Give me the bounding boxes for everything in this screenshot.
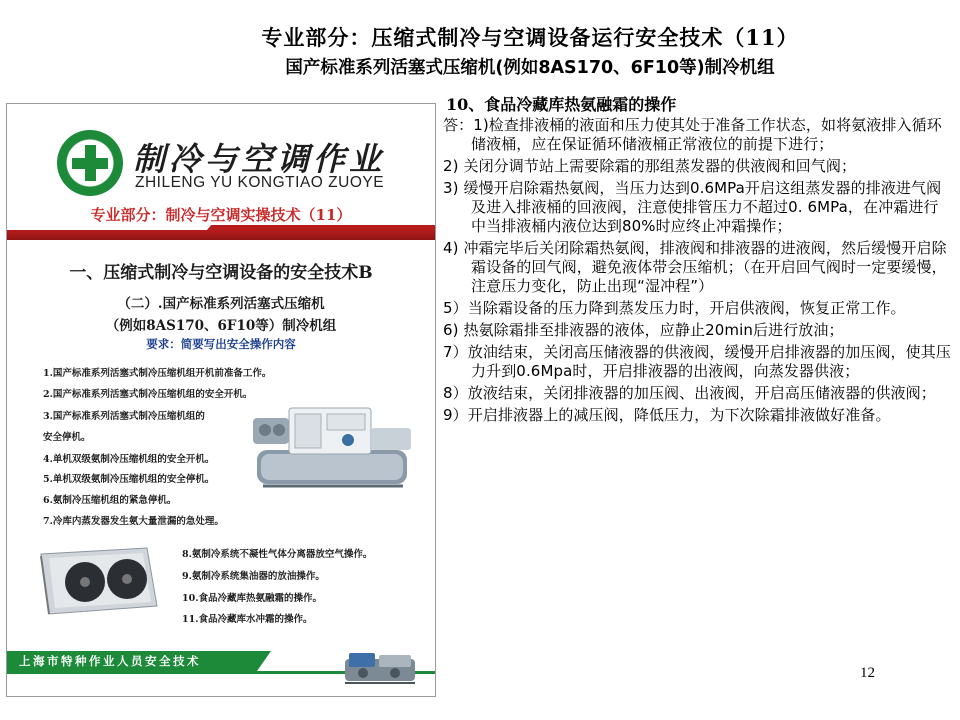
brand-pinyin: ZHILENG YU KONGTIAO ZUOYE: [135, 174, 385, 191]
slide-subtitle: 国产标准系列活塞式压缩机(例如8AS170、6F10等)制冷机组: [285, 58, 775, 78]
answer-step: 6) 热氨除霜排至排液器的液体，应静止20min后进行放油；: [443, 321, 844, 339]
card-requirement: 要求：简要写出安全操作内容: [146, 337, 296, 351]
op-item: 11.食品冷藏库水冲霜的操作。: [182, 614, 313, 625]
op-item: 2.国产标准系列活塞式制冷压缩机组的安全开机。: [43, 389, 253, 400]
question-title: 10、食品冷藏库热氨融霜的操作: [446, 95, 677, 114]
course-cover-card: [6, 103, 436, 697]
answer-step: 2) 关闭分调节站上需要除霜的那组蒸发器的供液阀和回气阀；: [443, 157, 857, 175]
brand-title: 制冷与空调作业: [133, 140, 386, 178]
answer-step: 9）开启排液器上的减压阀，降低压力，为下次除霜排液做好准备。: [443, 406, 891, 424]
air-cooler-image: [35, 544, 161, 618]
slide-title: 专业部分：压缩式制冷与空调设备运行安全技术（11）: [261, 25, 799, 50]
answer-step: 答：1)检查排液桶的液面和压力使其处于准备工作状态，如将氨液排入循环储液桶，应在保证循环储液桶正常液位的前提下进行；: [443, 116, 942, 153]
op-item: 5.单机双级氨制冷压缩机组的安全停机。: [43, 474, 215, 485]
op-item: 3.国产标准系列活塞式制冷压缩机组的: [43, 411, 205, 422]
compressor-unit-image: [253, 400, 415, 492]
op-item: 1.国产标准系列活塞式制冷压缩机组开机前准备工作。: [43, 368, 272, 379]
red-divider-band: [7, 230, 435, 240]
card-section-label: 专业部分：制冷与空调实操技术（11）: [90, 206, 352, 224]
cross-logo-icon-horizontal: [72, 158, 108, 169]
answer-step: 5）当除霜设备的压力降到蒸发压力时，开启供液阀，恢复正常工作。: [443, 299, 906, 317]
answer-step: 8）放液结束，关闭排液器的加压阀、出液阀，开启高压储液器的供液阀；: [443, 384, 936, 402]
card-heading: 一、压缩式制冷与空调设备的安全技术B: [69, 263, 373, 283]
footer-banner: [7, 651, 257, 671]
op-item: 7.冷库内蒸发器发生氨大量泄漏的急处理。: [43, 516, 224, 527]
answer-step: 4) 冲霜完毕后关闭除霜热氨阀，排液阀和排液器的进液阀，然后缓慢开启除霜设备的回气阀，避免液体带会压缩机；（在开启回气阀时一定要缓慢，注意压力变化，防止出现“湿冲程”）: [443, 239, 947, 295]
op-item: 9.氨制冷系统集油器的放油操作。: [182, 571, 325, 582]
answer-step: 3) 缓慢开启除霜热氨阀，当压力达到0.6MPa开启这组蒸发器的排液进气阀及进入排液桶的回液阀，注意使排管压力不超过0. 6MPa，在冲霜进行中当排液桶内液位达到80%时应终止冲霜操作；: [443, 179, 942, 235]
op-item: 8.氨制冷系统不凝性气体分离器放空气操作。: [182, 549, 373, 560]
answer-step: 7）放油结束，关闭高压储液器的供液阀，缓慢开启排液器的加压阀，使其压力升到0.6Mpa时，开启排液器的出液阀，向蒸发器供液；: [443, 343, 951, 380]
card-subheading-1: （二）.国产标准系列活塞式压缩机: [117, 296, 325, 312]
op-item: 4.单机双级氨制冷压缩机组的安全开机。: [43, 454, 215, 465]
answer-list: [443, 116, 953, 428]
op-item: 安全停机。: [43, 432, 91, 443]
page-number: 12: [860, 665, 875, 681]
op-item: 10.食品冷藏库热氨融霜的操作。: [182, 593, 323, 604]
chiller-unit-image: [343, 649, 417, 687]
op-item: 6.氨制冷压缩机组的紧急停机。: [43, 495, 177, 506]
card-subheading-2: （例如8AS170、6F10等）制冷机组: [105, 318, 337, 334]
footer-banner-text: 上海市特种作业人员安全技术: [19, 654, 201, 668]
